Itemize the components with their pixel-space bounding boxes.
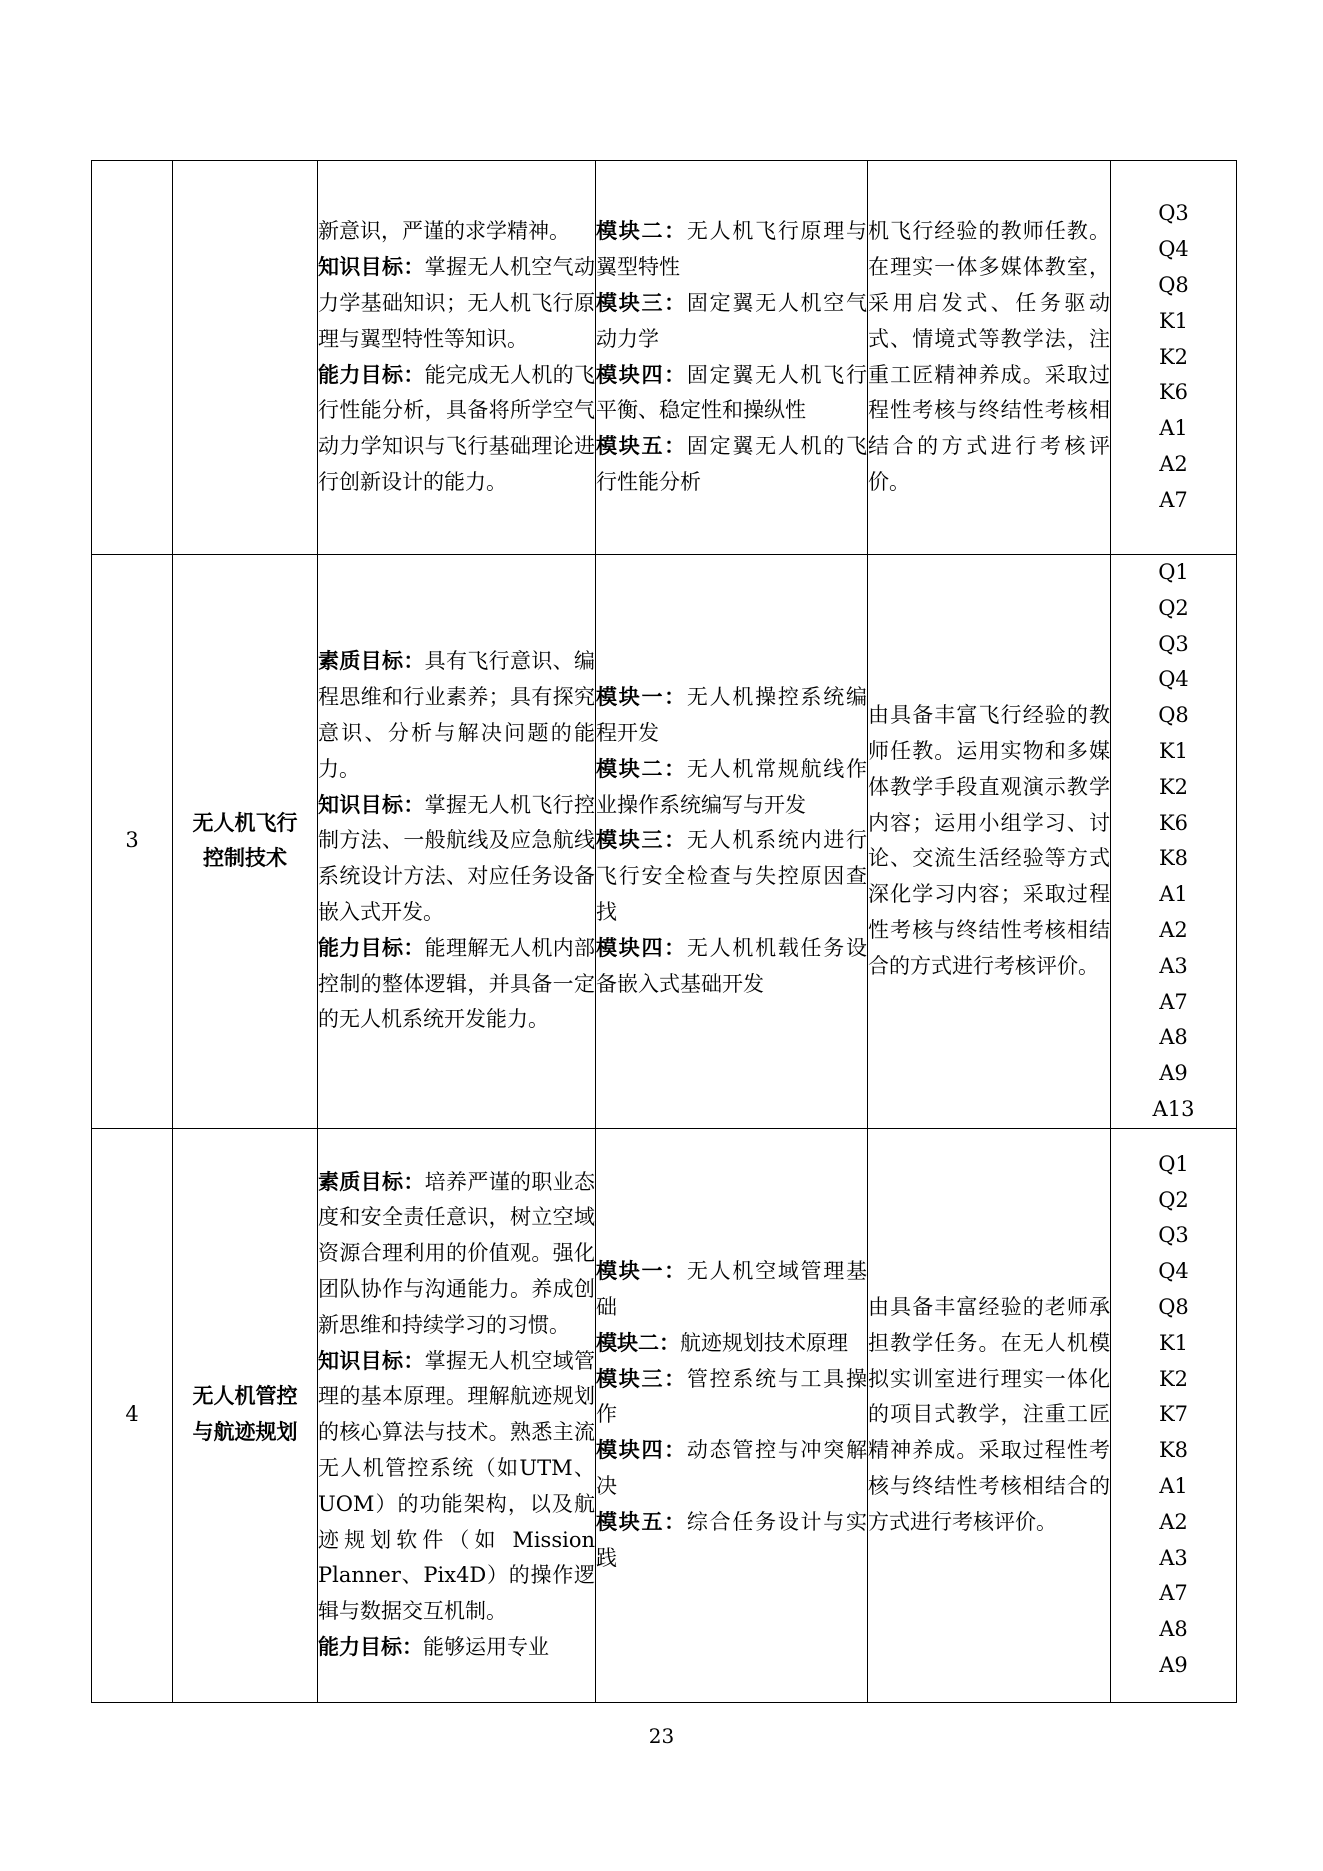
- module-item: 模块二：无人机飞行原理与翼型特性: [596, 219, 868, 280]
- course-name: 无人机管控 与航迹规划: [173, 1128, 318, 1702]
- objective-paragraph: 知识目标：掌握无人机空气动力学基础知识；无人机飞行原理与翼型特性等知识。: [318, 255, 596, 351]
- module-item: 模块二：无人机常规航线作业操作系统编写与开发: [596, 756, 868, 817]
- table-row: [92, 555, 1237, 1129]
- objective-paragraph: 能力目标：能够运用专业: [318, 1635, 549, 1660]
- course-modules: [596, 555, 868, 1129]
- module-item: 模块三：管控系统与工具操作: [596, 1366, 868, 1427]
- table-row: [92, 1128, 1237, 1702]
- course-modules: [596, 161, 868, 555]
- objective-paragraph: 素质目标：培养严谨的职业态度和安全责任意识，树立空域资源合理利用的价值观。强化团队协作与沟通能力。养成创新思维和持续学习的习惯。: [318, 1169, 596, 1337]
- course-modules: [596, 1128, 868, 1702]
- course-name: [173, 161, 318, 555]
- course-objectives: [318, 555, 596, 1129]
- competency-codes: Q1 Q2 Q3 Q4 Q8 K1 K2 K6 K8 A1 A2 A3 A7 A8 A9 A13: [1111, 555, 1237, 1129]
- teaching-requirements: 机飞行经验的教师任教。在理实一体多媒体教室，采用启发式、任务驱动式、情境式等教学法，注重工匠精神养成。采取过程性考核与终结性考核相结合的方式进行考核评价。: [868, 161, 1111, 555]
- course-objectives: [318, 1128, 596, 1702]
- module-item: 模块一：无人机空域管理基础: [596, 1259, 868, 1319]
- objective-paragraph: 能力目标：能完成无人机的飞行性能分析，具备将所学空气动力学知识与飞行基础理论进行创新设计的能力。: [318, 362, 596, 494]
- module-item: 模块三：固定翼无人机空气动力学: [596, 290, 868, 351]
- course-table: [91, 160, 1237, 1703]
- objective-paragraph: 新意识，严谨的求学精神。: [318, 219, 570, 244]
- competency-codes: Q1 Q2 Q3 Q4 Q8 K1 K2 K7 K8 A1 A2 A3 A7 A8 A9: [1111, 1128, 1237, 1702]
- objective-paragraph: 素质目标：具有飞行意识、编程思维和行业素养；具有探究意识、分析与解决问题的能力。: [318, 649, 596, 781]
- module-item: 模块五：固定翼无人机的飞行性能分析: [596, 434, 868, 494]
- course-objectives: [318, 161, 596, 555]
- module-item: 模块三：无人机系统内进行飞行安全检查与失控原因查找: [596, 828, 868, 925]
- page-number: 23: [648, 1724, 675, 1748]
- objective-paragraph: 能力目标：能理解无人机内部控制的整体逻辑，并具备一定的无人机系统开发能力。: [318, 935, 596, 1032]
- module-item: 模块四：固定翼无人机飞行平衡、稳定性和操纵性: [596, 362, 868, 423]
- module-item: 模块四：动态管控与冲突解决: [596, 1438, 868, 1498]
- module-item: 模块四：无人机机载任务设备嵌入式基础开发: [596, 935, 868, 996]
- course-number: 4: [92, 1128, 173, 1702]
- teaching-requirements: 由具备丰富飞行经验的教师任教。运用实物和多媒体教学手段直观演示教学内容；运用小组学习、讨论、交流生活经验等方式深化学习内容；采取过程性考核与终结性考核相结合的方式进行考核评价。: [868, 555, 1111, 1129]
- course-name: 无人机飞行 控制技术: [173, 555, 318, 1129]
- module-item: 模块一：无人机操控系统编程开发: [596, 685, 868, 746]
- competency-codes: Q3 Q4 Q8 K1 K2 K6 A1 A2 A7: [1111, 161, 1237, 555]
- module-item: 模块五：综合任务设计与实践: [596, 1509, 868, 1570]
- course-number: [92, 161, 173, 555]
- objective-paragraph: 知识目标：掌握无人机空域管理的基本原理。理解航迹规划的核心算法与技术。熟悉主流无人机管控系统（如UTM、UOM）的功能架构，以及航迹规划软件（如 Mission Planner、Pix4D）的操作逻辑与数据交互机制。: [318, 1348, 596, 1624]
- course-number: 3: [92, 555, 173, 1129]
- objective-paragraph: 知识目标：掌握无人机飞行控制方法、一般航线及应急航线系统设计方法、对应任务设备嵌入式开发。: [318, 792, 596, 925]
- module-item: 模块二：航迹规划技术原理: [596, 1330, 848, 1355]
- table-row: [92, 161, 1237, 555]
- teaching-requirements: 由具备丰富经验的老师承担教学任务。在无人机模拟实训室进行理实一体化的项目式教学，注重工匠精神养成。采取过程性考核与终结性考核相结合的方式进行考核评价。: [868, 1128, 1111, 1702]
